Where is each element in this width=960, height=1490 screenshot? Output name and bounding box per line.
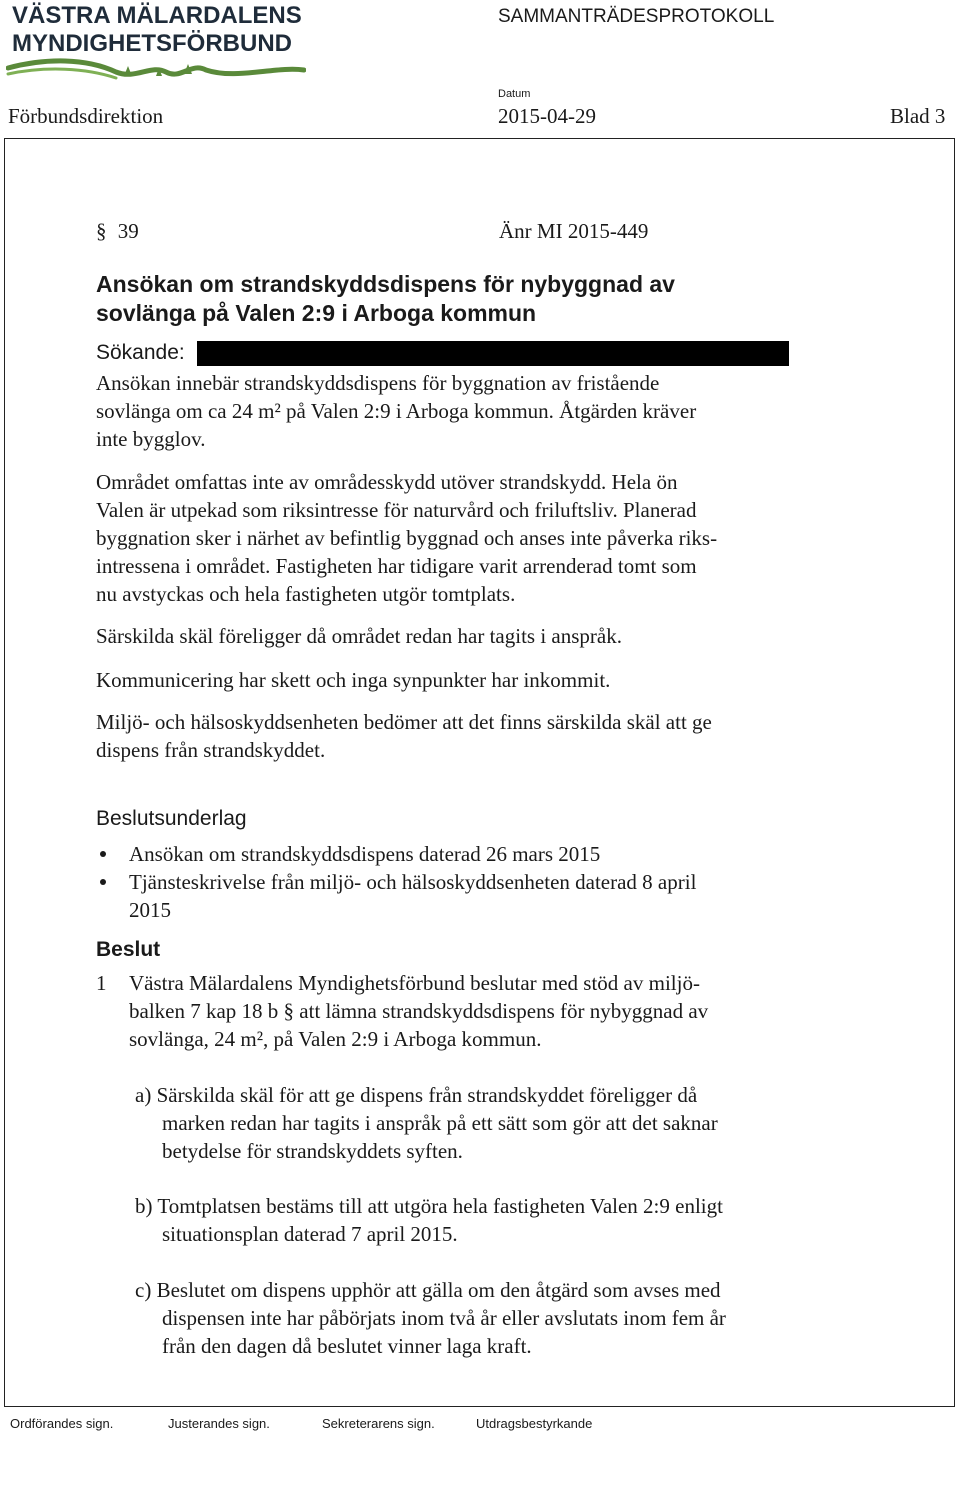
- section-symbol: §: [96, 219, 107, 243]
- paragraph-application: [96, 369, 696, 453]
- point-line: betydelse för strandskyddets syften.: [162, 1139, 463, 1163]
- paragraph-line: nu avstyckas och hela fastigheten utgör tomtplats.: [96, 582, 516, 606]
- paragraph-line: Valen är utpekad som riksintresse för naturvård och friluftsliv. Planerad: [96, 498, 697, 522]
- paragraph-line: Området omfattas inte av områdesskydd utöver strandskydd. Hela ön: [96, 470, 678, 494]
- meeting-date: 2015-04-29: [498, 104, 596, 128]
- point-line: c) Beslutet om dispens upphör att gälla om den åtgärd som avses med: [135, 1278, 721, 1302]
- secretary-signature-label: Sekreterarens sign.: [322, 1416, 435, 1431]
- decision-point-b: [135, 1192, 723, 1248]
- org-name-line1: VÄSTRA MÄLARDALENS: [12, 2, 302, 29]
- org-name-line2: MYNDIGHETSFÖRBUND: [12, 30, 292, 57]
- decision-point-a: [135, 1081, 718, 1165]
- decision-number: 1: [96, 971, 107, 995]
- paragraph-line: Miljö- och hälsoskyddsenheten bedömer att det finns särskilda skäl att ge: [96, 710, 712, 734]
- section-symbol: §: [283, 999, 295, 1023]
- paragraph-line: byggnation sker i närhet av befintlig byggnad och anses inte påverka riks-: [96, 526, 718, 550]
- paragraph-line: dispens från strandskyddet.: [96, 738, 326, 762]
- case-reference: Änr MI 2015-449: [499, 219, 649, 243]
- logo-swoosh-icon: [6, 58, 306, 84]
- decision-line-part: att lämna strandskyddsdispens för nybyggnad av: [299, 999, 709, 1023]
- paragraph-area: [96, 468, 717, 608]
- applicant-label: Sökande:: [96, 341, 185, 364]
- paragraph-line: intressena i området. Fastigheten har tidigare varit arrenderad tomt som: [96, 554, 697, 578]
- point-line: dispensen inte har påbörjats inom två år eller avslutats inom fem år: [162, 1306, 726, 1330]
- date-label: Datum: [498, 88, 531, 100]
- point-line: b) Tomtplatsen bestäms till att utgöra hela fastigheten Valen 2:9 enligt: [135, 1194, 723, 1218]
- decision-line: sovlänga, 24 m², på Valen 2:9 i Arboga kommun.: [129, 1027, 542, 1051]
- chair-signature-label: Ordförandes sign.: [10, 1416, 114, 1431]
- adjuster-signature-label: Justerandes sign.: [168, 1416, 270, 1431]
- paragraph-assessment: [96, 708, 712, 764]
- decision-point-c: [135, 1276, 726, 1360]
- paragraph-special-reasons: Särskilda skäl föreligger då området redan har tagits i anspråk.: [96, 624, 622, 648]
- section-number: [96, 219, 139, 244]
- paragraph-line: inte bygglov.: [96, 427, 206, 451]
- bullet-icon: [100, 879, 106, 885]
- point-line: situationsplan daterad 7 april 2015.: [162, 1222, 458, 1246]
- underlag-item: [129, 868, 696, 924]
- underlag-item: Ansökan om strandskyddsdispens daterad 26 mars 2015: [129, 842, 601, 866]
- underlag-item-line: Tjänsteskrivelse från miljö- och hälsoskyddsenheten daterad 8 april: [129, 870, 697, 894]
- item-title-line2: sovlänga på Valen 2:9 i Arboga kommun: [96, 300, 537, 326]
- underlag-heading: Beslutsunderlag: [96, 807, 247, 830]
- extract-certification-label: Utdragsbestyrkande: [476, 1416, 593, 1431]
- document-type: SAMMANTRÄDESPROTOKOLL: [498, 6, 775, 27]
- point-line: a) Särskilda skäl för att ge dispens från strandskyddet föreligger då: [135, 1083, 698, 1107]
- decision-line: Västra Mälardalens Myndighetsförbund beslutar med stöd av miljö-: [129, 971, 700, 995]
- decision-heading: Beslut: [96, 938, 161, 961]
- section-number-value: 39: [117, 219, 139, 243]
- underlag-item-line: 2015: [129, 898, 171, 922]
- item-title-line1: Ansökan om strandskyddsdispens för nybyggnad av: [96, 271, 675, 297]
- bullet-icon: [100, 851, 106, 857]
- page-number: Blad 3: [890, 104, 946, 128]
- paragraph-line: sovlänga om ca 24 m² på Valen 2:9 i Arboga kommun. Åtgärden kräver: [96, 399, 697, 423]
- point-line: från den dagen då beslutet vinner laga kraft.: [162, 1334, 532, 1358]
- applicant-redaction: [197, 341, 789, 366]
- decision-text: [129, 969, 708, 1053]
- paragraph-line: Ansökan innebär strandskyddsdispens för byggnation av fristående: [96, 371, 660, 395]
- decision-line: [129, 997, 708, 1025]
- paragraph-communication: Kommunicering har skett och inga synpunkter har inkommit.: [96, 668, 611, 692]
- decision-line-part: balken 7 kap 18 b: [129, 999, 279, 1023]
- body-name: Förbundsdirektion: [8, 104, 164, 128]
- point-line: marken redan har tagits i anspråk på ett sätt som gör att det saknar: [162, 1111, 718, 1135]
